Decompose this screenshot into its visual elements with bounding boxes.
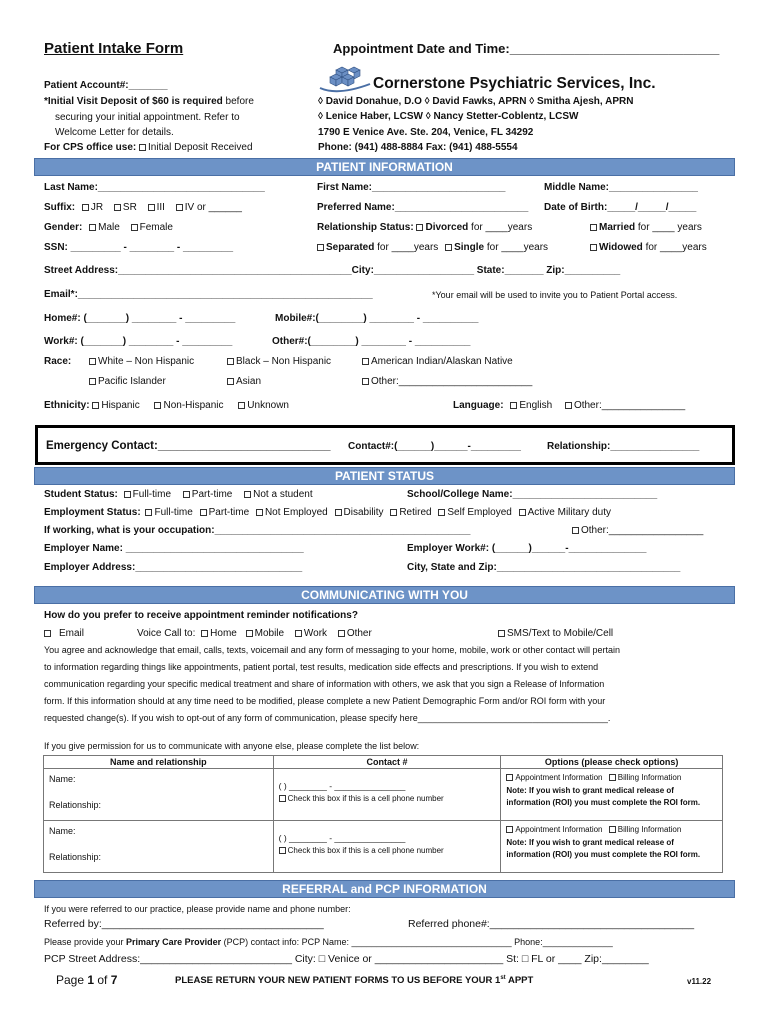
contacts-table <box>43 755 723 873</box>
practice-phone: Phone: (941) 488-8884 Fax: (941) 488-5554 <box>318 142 518 153</box>
email-note: *Your email will be used to invite you to Patient Portal access. <box>432 290 678 300</box>
occupation-field[interactable]: If working, what is your occupation:______________________________________________ <box>44 525 471 536</box>
race-option-wrap <box>89 376 166 387</box>
status-separated: Separated <box>326 242 375 253</box>
race-option-wrap <box>227 376 261 387</box>
race-option: Black – Non Hispanic <box>236 356 332 367</box>
checkbox-icon[interactable] <box>519 509 526 516</box>
voice-call-label: Voice Call to: <box>137 628 196 639</box>
reminder-question: How do you prefer to receive appointment reminder notifications? <box>44 610 358 621</box>
ethnicity-option: Unknown <box>247 400 289 411</box>
checkbox-icon[interactable] <box>295 630 302 637</box>
consent-paragraph-line: to information regarding things like appointments, patient portal, test results, medication side effects and prescriptions. If you wish to extend <box>44 662 599 672</box>
voice-option: Work <box>303 628 328 639</box>
appointment-field[interactable]: Appointment Date and Time:_____________________________ <box>333 41 720 56</box>
section-patient-information: PATIENT INFORMATION <box>34 158 735 176</box>
cubes-logo-icon <box>318 62 372 96</box>
contact-relationship-label: Relationship: <box>49 852 102 862</box>
checkbox-icon[interactable] <box>390 509 397 516</box>
checkbox-icon[interactable] <box>362 358 369 365</box>
checkbox-icon[interactable] <box>124 491 131 498</box>
checkbox-icon[interactable] <box>279 795 286 802</box>
contact-name-label: Name: <box>49 826 76 836</box>
table-row <box>44 769 723 821</box>
checkbox-icon[interactable] <box>44 630 51 637</box>
suffix-option: III <box>156 202 165 213</box>
checkbox-icon[interactable] <box>145 509 152 516</box>
patient-account-field[interactable]: Patient Account#:_______ <box>44 80 168 91</box>
status-widowed-years: for ____years <box>642 242 707 253</box>
race-option: White – Non Hispanic <box>98 356 195 367</box>
referred-by-field[interactable]: Referred by:______________________________________ <box>44 918 324 930</box>
options-cell <box>501 769 723 821</box>
form-version: v11.22 <box>687 977 712 986</box>
options-cell <box>501 821 723 873</box>
checkbox-icon[interactable] <box>201 630 208 637</box>
table-header-row <box>44 756 723 769</box>
status-single-years: for ____years <box>484 242 549 253</box>
language-row <box>453 400 685 411</box>
employment-option: Retired <box>399 507 432 518</box>
language-option: Other:_______________ <box>573 400 686 411</box>
return-notice <box>175 975 533 986</box>
dob-field[interactable]: Date of Birth:_____/_____/_____ <box>544 202 697 213</box>
name-relationship-cell[interactable] <box>44 769 274 821</box>
checkbox-icon[interactable] <box>148 204 155 211</box>
emergency-relationship-field[interactable]: Relationship:________________ <box>547 441 700 452</box>
gender-label: Gender: <box>44 222 83 233</box>
checkbox-icon[interactable] <box>82 204 89 211</box>
consent-paragraph-line: communication regarding your specific medical treatment and share of information with others, we ask that you sign a Release of Information <box>44 679 605 689</box>
ethnicity-option: Hispanic <box>101 400 140 411</box>
middle-name-field[interactable]: Middle Name:________________ <box>544 182 698 193</box>
mobile-phone-field[interactable]: Mobile#:(________) ________ - __________ <box>275 313 479 324</box>
ethnicity-option: Non-Hispanic <box>163 400 224 411</box>
employer-name-field[interactable]: Employer Name: ________________________________ <box>44 543 304 554</box>
employment-option: Self Employed <box>447 507 512 518</box>
reminder-voice-row <box>137 628 372 639</box>
race-option: Asian <box>236 376 262 387</box>
checkbox-icon[interactable] <box>114 204 121 211</box>
return-notice-text: PLEASE RETURN YOUR NEW PATIENT FORMS TO US BEFORE YOUR 1 <box>175 975 501 987</box>
checkbox-icon[interactable] <box>200 509 207 516</box>
relationship-status-row <box>317 222 532 233</box>
providers-line-1: ◊ David Donahue, D.O ◊ David Fawks, APRN ◊ Smitha Ajesh, APRN <box>318 96 634 107</box>
column-header: Contact # <box>273 756 501 769</box>
pcp-bold: Primary Care Provider <box>126 937 222 947</box>
checkbox-icon[interactable] <box>183 491 190 498</box>
checkbox-icon[interactable] <box>89 378 96 385</box>
checkbox-icon[interactable] <box>246 630 253 637</box>
ssn-field[interactable]: SSN: _________ - ________ - _________ <box>44 242 234 253</box>
checkbox-icon[interactable] <box>510 402 517 409</box>
contact-relationship-label: Relationship: <box>49 800 102 810</box>
employment-status-label: Employment Status: <box>44 507 141 518</box>
column-header: Options (please check options) <box>501 756 723 769</box>
gender-row <box>44 222 173 233</box>
married-row <box>590 222 702 233</box>
checkbox-icon[interactable] <box>227 358 234 365</box>
contact-number-cell[interactable] <box>273 821 501 873</box>
checkbox-icon[interactable] <box>338 630 345 637</box>
return-notice-end: APPT <box>505 975 534 987</box>
race-option: American Indian/Alaskan Native <box>371 356 513 367</box>
deposit-note-rest: before <box>222 96 254 107</box>
student-option: Part-time <box>191 489 233 500</box>
relationship-status-label: Relationship Status: <box>317 222 414 233</box>
checkbox-icon[interactable] <box>506 826 513 833</box>
pcp-street-address-field[interactable]: PCP Street Address:__________________________ City: □ Venice or ______________________ St: □ FL or ____ Zip:________ <box>44 953 649 965</box>
name-relationship-cell[interactable] <box>44 821 274 873</box>
home-phone-field[interactable]: Home#: (_______) ________ - _________ <box>44 313 236 324</box>
form-title: Patient Intake Form <box>44 40 184 57</box>
first-name-field[interactable]: First Name:________________________ <box>317 182 506 193</box>
checkbox-icon[interactable] <box>565 402 572 409</box>
checkbox-icon[interactable] <box>317 244 324 251</box>
checkbox-icon[interactable] <box>92 402 99 409</box>
work-phone-field[interactable]: Work#: (_______) ________ - _________ <box>44 336 233 347</box>
cell-phone-check-label: Check this box if this is a cell phone number <box>287 794 444 803</box>
contact-name-label: Name: <box>49 774 76 784</box>
checkbox-icon[interactable] <box>609 774 616 781</box>
referred-phone-field[interactable]: Referred phone#:___________________________________ <box>408 918 695 930</box>
student-status-label: Student Status: <box>44 489 118 500</box>
page-of: of <box>94 973 111 987</box>
checkbox-icon[interactable] <box>438 509 445 516</box>
deposit-note <box>44 96 254 107</box>
street-address-field[interactable]: Street Address:__________________________________________City:__________________ State:_______ Zip:__________ <box>44 265 621 276</box>
race-option: Other:________________________ <box>371 376 533 387</box>
ethnicity-label: Ethnicity: <box>44 400 90 411</box>
checkbox-icon[interactable] <box>154 402 161 409</box>
employment-option: Not Employed <box>264 507 328 518</box>
section-referral: REFERRAL and PCP INFORMATION <box>34 880 735 898</box>
roi-note: Note: If you wish to grant medical release of information (ROI) you must complete the ROI form. <box>506 837 701 859</box>
status-divorced: Divorced <box>425 222 469 233</box>
deposit-note-line-2: securing your initial appointment. Refer to <box>55 112 240 123</box>
page-current: 1 <box>87 973 95 987</box>
status-single: Single <box>454 242 485 253</box>
checkbox-icon[interactable] <box>572 527 579 534</box>
voice-option: Mobile <box>254 628 285 639</box>
suffix-option: IV or ______ <box>184 202 242 213</box>
option-appointment: Appointment Information <box>515 773 603 782</box>
gender-option: Male <box>98 222 120 233</box>
occupation-other <box>572 525 703 536</box>
page-number <box>56 973 117 987</box>
deposit-note-line-3: Welcome Letter for details. <box>55 127 174 138</box>
office-use-label: For CPS office use: <box>44 142 137 153</box>
race-option: Pacific Islander <box>98 376 166 387</box>
consent-paragraph-line: form. If this information should at any time need to be modified, please complete a new Patient Demographic Form and/or ROI form with your <box>44 696 606 706</box>
checkbox-icon[interactable] <box>244 491 251 498</box>
checkbox-icon[interactable] <box>335 509 342 516</box>
roi-note: Note: If you wish to grant medical release of information (ROI) you must complete the ROI form. <box>506 785 701 807</box>
deposit-note-bold: *Initial Visit Deposit of $60 is required <box>44 96 223 107</box>
employment-option: Active Military duty <box>527 507 611 518</box>
providers-line-2: ◊ Lenice Haber, LCSW ◊ Nancy Stetter-Coblentz, LCSW <box>318 111 579 122</box>
office-use <box>44 142 253 153</box>
other-phone-field[interactable]: Other#:(________) ________ - __________ <box>272 336 471 347</box>
widowed-row <box>590 242 707 253</box>
voice-option: Home <box>210 628 237 639</box>
suffix-row <box>44 202 242 213</box>
checkbox-icon[interactable] <box>89 224 96 231</box>
reminder-email <box>44 628 84 639</box>
status-divorced-years: for ____years <box>468 222 533 233</box>
language-label: Language: <box>453 400 504 411</box>
permission-note: If you give permission for us to communicate with anyone else, please complete the list below: <box>44 741 420 751</box>
status-married: Married <box>599 222 636 233</box>
option-appointment: Appointment Information <box>515 825 603 834</box>
reminder-sms <box>498 628 613 639</box>
referral-intro: If you were referred to our practice, please provide name and phone number: <box>44 904 351 914</box>
section-communicating: COMMUNICATING WITH YOU <box>34 586 735 604</box>
checkbox-icon[interactable] <box>139 144 146 151</box>
return-notice-sup: st <box>500 975 506 981</box>
sms-option: SMS/Text to Mobile/Cell <box>507 628 614 639</box>
checkbox-icon[interactable] <box>506 774 513 781</box>
consent-paragraph-line[interactable]: requested change(s). If you wish to opt-out of any form of communication, please specify here______________________________________. <box>44 713 611 723</box>
checkbox-icon[interactable] <box>498 630 505 637</box>
page-prefix: Page <box>56 973 88 987</box>
separated-row <box>317 242 548 253</box>
student-option: Full-time <box>132 489 172 500</box>
checkbox-icon[interactable] <box>445 244 452 251</box>
suffix-option: JR <box>90 202 104 213</box>
checkbox-icon[interactable] <box>176 204 183 211</box>
checkbox-icon[interactable] <box>609 826 616 833</box>
preferred-name-field[interactable]: Preferred Name:________________________ <box>317 202 529 213</box>
section-patient-status: PATIENT STATUS <box>34 467 735 485</box>
reminder-email-label: Email <box>59 628 85 639</box>
school-name-field[interactable]: School/College Name:__________________________ <box>407 489 658 500</box>
occupation-other-field[interactable]: Other:_________________ <box>581 525 704 536</box>
pcp-name-phone-field[interactable]: (PCP) contact info: PCP Name: ________________________________ Phone:______________ <box>221 937 613 947</box>
column-header: Name and relationship <box>44 756 274 769</box>
employer-city-state-zip-field[interactable]: City, State and Zip:_________________________________ <box>407 562 681 573</box>
checkbox-icon[interactable] <box>238 402 245 409</box>
status-separated-years: for ____years <box>374 242 439 253</box>
student-status-row <box>44 489 313 500</box>
email-field[interactable]: Email*:_____________________________________________________ <box>44 289 373 300</box>
employer-address-field[interactable]: Employer Address:______________________________ <box>44 562 303 573</box>
checkbox-icon[interactable] <box>256 509 263 516</box>
practice-name: Cornerstone Psychiatric Services, Inc. <box>373 75 656 92</box>
checkbox-icon[interactable] <box>227 378 234 385</box>
practice-address: 1790 E Venice Ave. Ste. 204, Venice, FL 34292 <box>318 127 534 138</box>
last-name-field[interactable]: Last Name:______________________________ <box>44 182 265 193</box>
checkbox-icon[interactable] <box>590 224 597 231</box>
option-billing: Billing Information <box>617 773 682 782</box>
emergency-contact-number-field[interactable]: Contact#:(______)______-_________ <box>348 441 521 452</box>
status-married-years: for ____ years <box>635 222 702 233</box>
suffix-label: Suffix: <box>44 202 76 213</box>
pcp-info-row[interactable] <box>44 937 613 947</box>
race-option-row-1 <box>89 356 194 367</box>
option-billing: Billing Information <box>617 825 682 834</box>
suffix-option: SR <box>122 202 137 213</box>
consent-paragraph-line: You agree and acknowledge that email, calls, texts, voicemail and any form of messaging to your home, mobile, work or other contact will pertain <box>44 645 620 655</box>
office-use-value: Initial Deposit Received <box>148 142 253 153</box>
checkbox-icon[interactable] <box>362 378 369 385</box>
language-option: English <box>519 400 553 411</box>
page-total: 7 <box>110 973 118 987</box>
checkbox-icon[interactable] <box>131 224 138 231</box>
race-label: Race: <box>44 356 72 367</box>
employment-option: Disability <box>343 507 384 518</box>
contact-number-cell[interactable] <box>273 769 501 821</box>
voice-option: Other <box>346 628 372 639</box>
checkbox-icon[interactable] <box>279 847 286 854</box>
pcp-intro: Please provide your <box>44 937 127 947</box>
race-option-wrap <box>362 356 513 367</box>
contact-number-field[interactable]: ( ) ________ - _______________ <box>278 781 406 791</box>
cell-phone-check-label: Check this box if this is a cell phone number <box>287 846 444 855</box>
employment-status-row <box>44 507 611 518</box>
contact-number-field[interactable]: ( ) ________ - _______________ <box>278 833 406 843</box>
gender-option: Female <box>139 222 173 233</box>
status-widowed: Widowed <box>599 242 643 253</box>
race-option-wrap <box>227 356 331 367</box>
race-option-wrap <box>362 376 532 387</box>
emergency-contact-field[interactable]: Emergency Contact:___________________________ <box>46 440 331 452</box>
table-row <box>44 821 723 873</box>
checkbox-icon[interactable] <box>590 244 597 251</box>
checkbox-icon[interactable] <box>89 358 96 365</box>
employer-work-phone-field[interactable]: Employer Work#: (______)______-______________ <box>407 543 647 554</box>
employment-option: Full-time <box>154 507 193 518</box>
student-option: Not a student <box>253 489 313 500</box>
ethnicity-row <box>44 400 289 411</box>
employment-option: Part-time <box>208 507 250 518</box>
checkbox-icon[interactable] <box>416 224 423 231</box>
